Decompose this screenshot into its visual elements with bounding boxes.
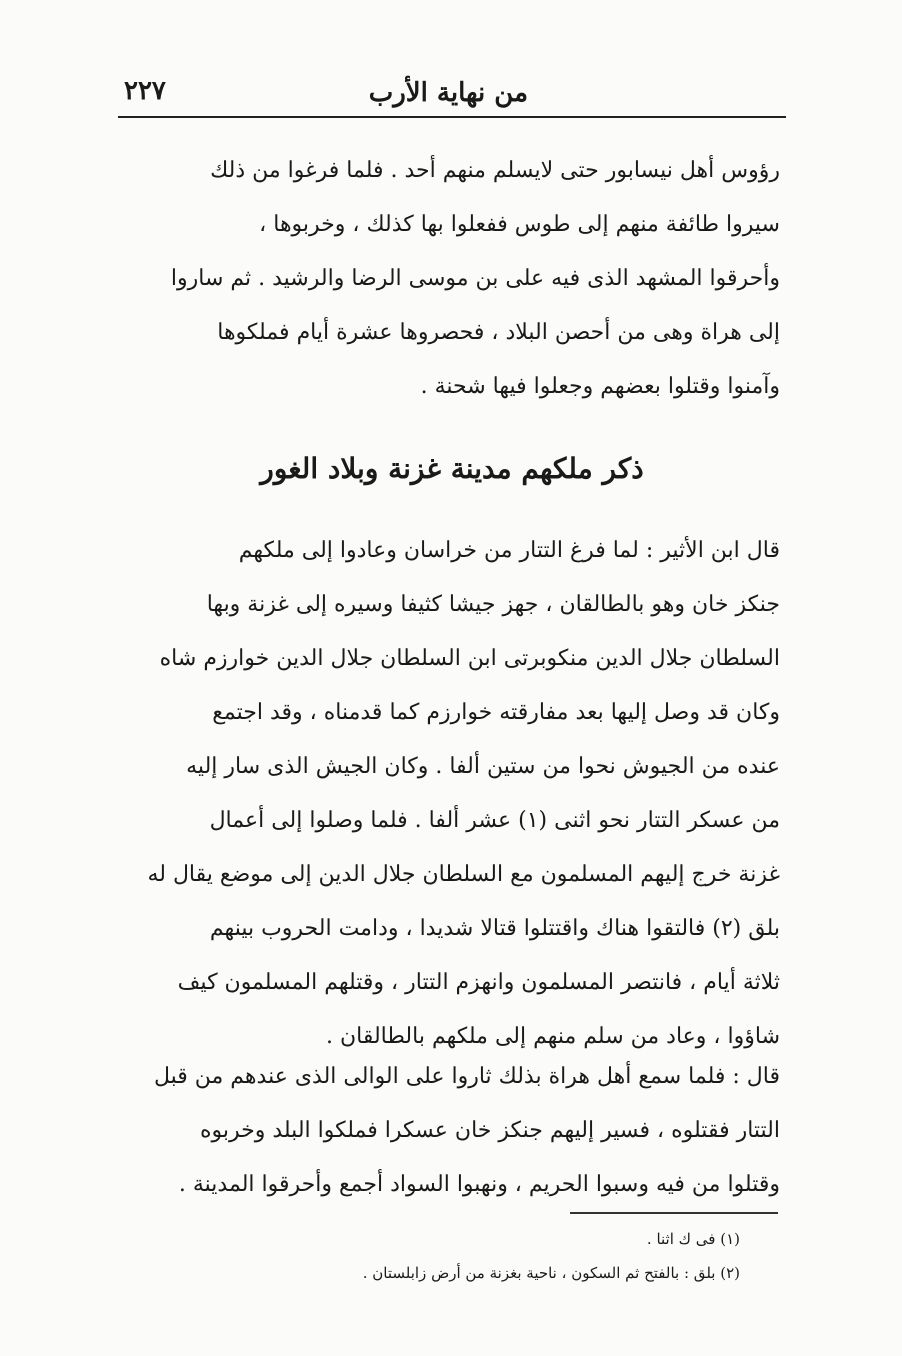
footnotes: [124, 1222, 740, 1290]
text-line: رؤوس أهل نيسابور حتى لايسلم منهم أحد . فلما فرغوا من ذلك: [210, 158, 780, 183]
text-line: السلطان جلال الدين منكوبرتى ابن السلطان جلال الدين خوارزم شاه: [159, 646, 780, 671]
text-line: وقتلوا من فيه وسبوا الحريم ، ونهبوا السواد أجمع وأحرقوا المدينة .: [178, 1172, 780, 1197]
text-line: وآمنوا وقتلوا بعضهم وجعلوا فيها شحنة .: [420, 374, 780, 399]
text-line: شاؤوا ، وعاد من سلم منهم إلى ملكهم بالطالقان .: [326, 1024, 780, 1049]
paragraph-1: [124, 144, 780, 414]
text-line: سيروا طائفة منهم إلى طوس ففعلوا بها كذلك ، وخربوها ،: [259, 212, 780, 237]
footnote-2: (٢) بلق : بالفتح ثم السكون ، ناحية بغزنة من أرض زابلستان .: [362, 1264, 740, 1282]
footnote-1: (١) فى ك اثنا .: [646, 1230, 740, 1248]
text-line: وأحرقوا المشهد الذى فيه على بن موسى الرضا والرشيد . ثم ساروا: [170, 266, 780, 291]
paragraph-3: [124, 1050, 780, 1212]
text-line: قال : فلما سمع أهل هراة بذلك ثاروا على الوالى الذى عندهم من قبل: [153, 1064, 780, 1089]
text-line: وكان قد وصل إليها بعد مفارقته خوارزم كما قدمناه ، وقد اجتمع: [212, 700, 780, 725]
text-line: عنده من الجيوش نحوا من ستين ألفا . وكان الجيش الذى سار إليه: [186, 754, 780, 779]
header-rule: [118, 116, 786, 118]
running-title: من نهاية الأرب: [368, 78, 528, 108]
running-header: [118, 70, 786, 114]
page-number: ٢٢٧: [124, 76, 166, 106]
section-heading: ذكر ملكهم مدينة غزنة وبلاد الغور: [260, 452, 644, 485]
text-line: إلى هراة وهى من أحصن البلاد ، فحصروها عشرة أيام فملكوها: [217, 320, 780, 345]
text-line: جنكز خان وهو بالطالقان ، جهز جيشا كثيفا وسيره إلى غزنة وبها: [206, 592, 780, 617]
paragraph-2: [124, 524, 780, 1064]
footnote-rule: [570, 1212, 778, 1214]
text-line: من عسكر التتار نحو اثنى (١) عشر ألفا . فلما وصلوا إلى أعمال: [209, 808, 780, 833]
text-line: التتار فقتلوه ، فسير إليهم جنكز خان عسكرا فملكوا البلد وخربوه: [199, 1118, 780, 1143]
text-line: ثلاثة أيام ، فانتصر المسلمون وانهزم التتار ، وقتلهم المسلمون كيف: [177, 970, 780, 995]
text-line: بلق (٢) فالتقوا هناك واقتتلوا قتالا شديدا ، ودامت الحروب بينهم: [209, 916, 780, 941]
text-line: قال ابن الأثير : لما فرغ التتار من خراسان وعادوا إلى ملكهم: [238, 538, 780, 563]
text-line: غزنة خرج إليهم المسلمون مع السلطان جلال الدين إلى موضع يقال له: [147, 862, 780, 887]
